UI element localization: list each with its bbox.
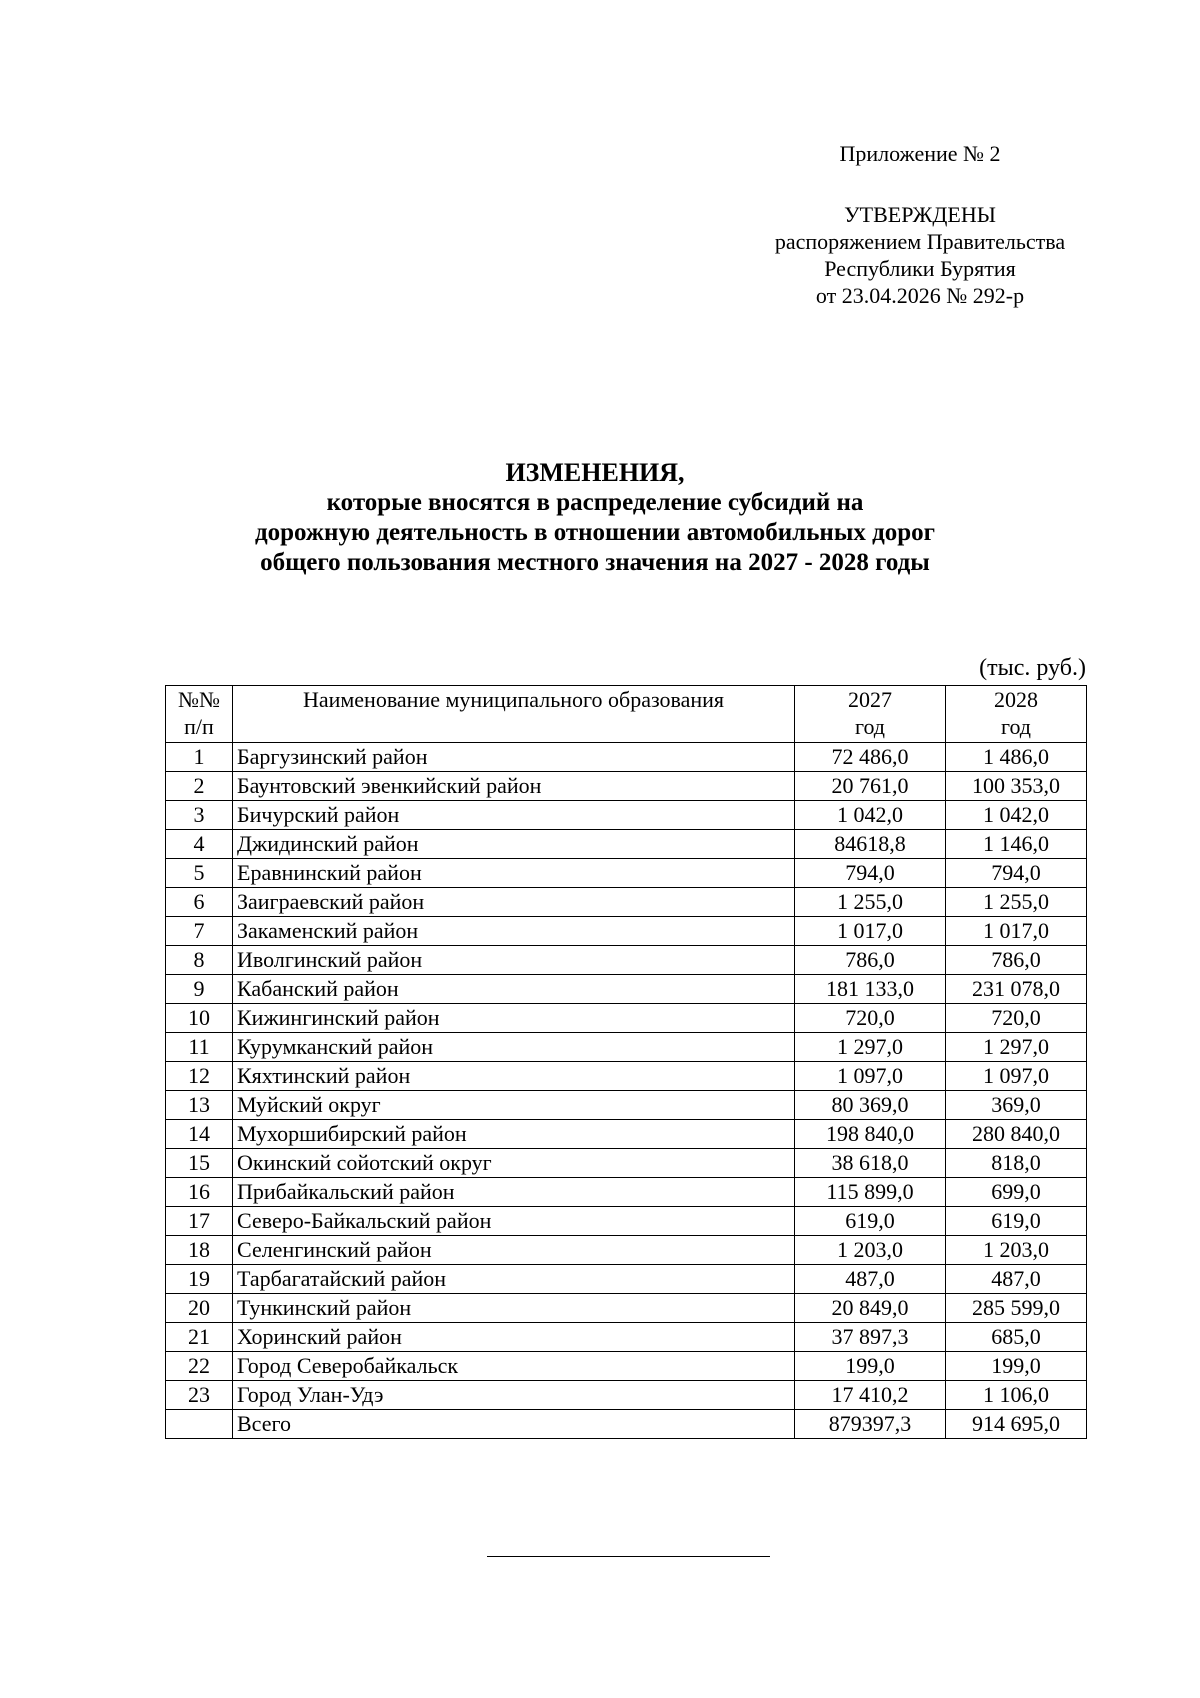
cell-2027: 20 849,0 (795, 1294, 946, 1323)
cell-2028: 914 695,0 (946, 1410, 1087, 1439)
cell-2028: 285 599,0 (946, 1294, 1087, 1323)
cell-2027: 1 097,0 (795, 1062, 946, 1091)
cell-2028: 369,0 (946, 1091, 1087, 1120)
cell-municipality: Селенгинский район (233, 1236, 795, 1265)
cell-2028: 818,0 (946, 1149, 1087, 1178)
table-row (166, 1236, 1087, 1265)
cell-2028: 280 840,0 (946, 1120, 1087, 1149)
cell-2027: 619,0 (795, 1207, 946, 1236)
cell-2027: 72 486,0 (795, 743, 946, 772)
cell-number: 16 (166, 1178, 233, 1207)
cell-2027: 1 297,0 (795, 1033, 946, 1062)
table-header-row (166, 686, 1087, 743)
cell-2027: 84618,8 (795, 830, 946, 859)
cell-municipality: Окинский сойотский округ (233, 1149, 795, 1178)
table-row (166, 946, 1087, 975)
table-row (166, 1352, 1087, 1381)
cell-2027: 487,0 (795, 1265, 946, 1294)
cell-2027: 1 017,0 (795, 917, 946, 946)
table-row (166, 975, 1087, 1004)
table-row (166, 1207, 1087, 1236)
appendix-label: Приложение № 2 (839, 141, 1001, 166)
cell-number: 14 (166, 1120, 233, 1149)
header-name (233, 686, 795, 743)
cell-municipality: Тарбагатайский район (233, 1265, 795, 1294)
cell-number: 9 (166, 975, 233, 1004)
cell-number: 12 (166, 1062, 233, 1091)
title-line-4: общего пользования местного значения на 2027 - 2028 годы (260, 549, 930, 576)
table-row (166, 1381, 1087, 1410)
cell-2028: 1 017,0 (946, 917, 1087, 946)
bottom-divider-line (487, 1556, 770, 1557)
approval-line-2: распоряжением Правительства (774, 229, 1066, 254)
cell-municipality: Иволгинский район (233, 946, 795, 975)
cell-number: 5 (166, 859, 233, 888)
cell-number: 21 (166, 1323, 233, 1352)
cell-municipality: Еравнинский район (233, 859, 795, 888)
title-line-2: которые вносятся в распределение субсидий на (326, 489, 864, 516)
cell-municipality: Баунтовский эвенкийский район (233, 772, 795, 801)
cell-2028: 720,0 (946, 1004, 1087, 1033)
cell-2027: 38 618,0 (795, 1149, 946, 1178)
header-2028-line-2: год (1000, 714, 1032, 739)
cell-2028: 1 042,0 (946, 801, 1087, 830)
cell-2027: 80 369,0 (795, 1091, 946, 1120)
cell-2028: 231 078,0 (946, 975, 1087, 1004)
cell-2027: 720,0 (795, 1004, 946, 1033)
cell-2028: 1 297,0 (946, 1033, 1087, 1062)
cell-2027: 786,0 (795, 946, 946, 975)
cell-number: 18 (166, 1236, 233, 1265)
header-2028 (946, 686, 1087, 743)
cell-municipality: Закаменский район (233, 917, 795, 946)
cell-municipality: Баргузинский район (233, 743, 795, 772)
approval-line-3: Республики Бурятия (824, 256, 1016, 281)
header-2028-line-1: 2028 (994, 687, 1038, 712)
cell-2028: 1 097,0 (946, 1062, 1087, 1091)
approval-line-4: от 23.04.2026 № 292-р (815, 283, 1025, 308)
cell-number: 8 (166, 946, 233, 975)
cell-municipality: Мухоршибирский район (233, 1120, 795, 1149)
cell-municipality: Город Северобайкальск (233, 1352, 795, 1381)
cell-municipality: Муйский округ (233, 1091, 795, 1120)
cell-municipality: Тункинский район (233, 1294, 795, 1323)
cell-2028: 199,0 (946, 1352, 1087, 1381)
cell-2028: 794,0 (946, 859, 1087, 888)
title-line-1: ИЗМЕНЕНИЯ, (505, 458, 685, 487)
cell-2027: 879397,3 (795, 1410, 946, 1439)
cell-municipality: Прибайкальский район (233, 1178, 795, 1207)
cell-2028: 786,0 (946, 946, 1087, 975)
table-row (166, 1178, 1087, 1207)
cell-2027: 115 899,0 (795, 1178, 946, 1207)
table-row (166, 1120, 1087, 1149)
table-total-row (166, 1410, 1087, 1439)
cell-municipality: Кяхтинский район (233, 1062, 795, 1091)
cell-number: 17 (166, 1207, 233, 1236)
cell-municipality: Всего (233, 1410, 795, 1439)
cell-number: 19 (166, 1265, 233, 1294)
cell-number: 7 (166, 917, 233, 946)
table-row (166, 859, 1087, 888)
table-row (166, 772, 1087, 801)
cell-number: 13 (166, 1091, 233, 1120)
title-line-3: дорожную деятельность в отношении автомобильных дорог (254, 519, 935, 546)
table-row (166, 1323, 1087, 1352)
cell-number: 15 (166, 1149, 233, 1178)
cell-number: 20 (166, 1294, 233, 1323)
cell-2028: 1 106,0 (946, 1381, 1087, 1410)
table-row (166, 1294, 1087, 1323)
cell-number: 10 (166, 1004, 233, 1033)
table-row (166, 1149, 1087, 1178)
cell-number: 22 (166, 1352, 233, 1381)
cell-2028: 1 255,0 (946, 888, 1087, 917)
cell-2028: 685,0 (946, 1323, 1087, 1352)
cell-2027: 37 897,3 (795, 1323, 946, 1352)
cell-number: 1 (166, 743, 233, 772)
cell-number: 23 (166, 1381, 233, 1410)
cell-2027: 1 255,0 (795, 888, 946, 917)
table-row (166, 917, 1087, 946)
cell-municipality: Кижингинский район (233, 1004, 795, 1033)
table-row (166, 1004, 1087, 1033)
cell-2028: 699,0 (946, 1178, 1087, 1207)
cell-municipality: Кабанский район (233, 975, 795, 1004)
cell-municipality: Джидинский район (233, 830, 795, 859)
header-number-line-2: п/п (184, 714, 214, 739)
cell-2027: 17 410,2 (795, 1381, 946, 1410)
cell-2028: 1 486,0 (946, 743, 1087, 772)
cell-2027: 794,0 (795, 859, 946, 888)
cell-number: 3 (166, 801, 233, 830)
cell-2027: 1 042,0 (795, 801, 946, 830)
document-title (150, 458, 1040, 578)
header-number-line-1: №№ (178, 687, 220, 712)
approval-block (690, 201, 1150, 309)
subsidy-table (165, 685, 1087, 1439)
cell-municipality: Курумканский район (233, 1033, 795, 1062)
cell-number: 2 (166, 772, 233, 801)
table-row (166, 1091, 1087, 1120)
cell-2027: 198 840,0 (795, 1120, 946, 1149)
table-row (166, 888, 1087, 917)
cell-municipality: Бичурский район (233, 801, 795, 830)
cell-number: 4 (166, 830, 233, 859)
cell-2027: 1 203,0 (795, 1236, 946, 1265)
header-name-text: Наименование муниципального образования (302, 687, 725, 712)
cell-municipality: Северо-Байкальский район (233, 1207, 795, 1236)
cell-municipality: Город Улан-Удэ (233, 1381, 795, 1410)
cell-2027: 181 133,0 (795, 975, 946, 1004)
approval-line-1: УТВЕРЖДЕНЫ (844, 202, 996, 227)
table-row (166, 743, 1087, 772)
cell-2028: 487,0 (946, 1265, 1087, 1294)
cell-number (166, 1410, 233, 1439)
cell-2028: 619,0 (946, 1207, 1087, 1236)
cell-2028: 1 203,0 (946, 1236, 1087, 1265)
table-row (166, 1033, 1087, 1062)
cell-municipality: Хоринский район (233, 1323, 795, 1352)
cell-number: 11 (166, 1033, 233, 1062)
cell-number: 6 (166, 888, 233, 917)
cell-2028: 1 146,0 (946, 830, 1087, 859)
cell-2028: 100 353,0 (946, 772, 1087, 801)
table-row (166, 801, 1087, 830)
table-row (166, 1062, 1087, 1091)
cell-municipality: Заиграевский район (233, 888, 795, 917)
header-2027-line-2: год (854, 714, 886, 739)
header-2027 (795, 686, 946, 743)
header-2027-line-1: 2027 (848, 687, 892, 712)
cell-2027: 20 761,0 (795, 772, 946, 801)
table-row (166, 830, 1087, 859)
header-number (166, 686, 233, 743)
table-row (166, 1265, 1087, 1294)
units-label: (тыс. руб.) (979, 655, 1086, 681)
cell-2027: 199,0 (795, 1352, 946, 1381)
